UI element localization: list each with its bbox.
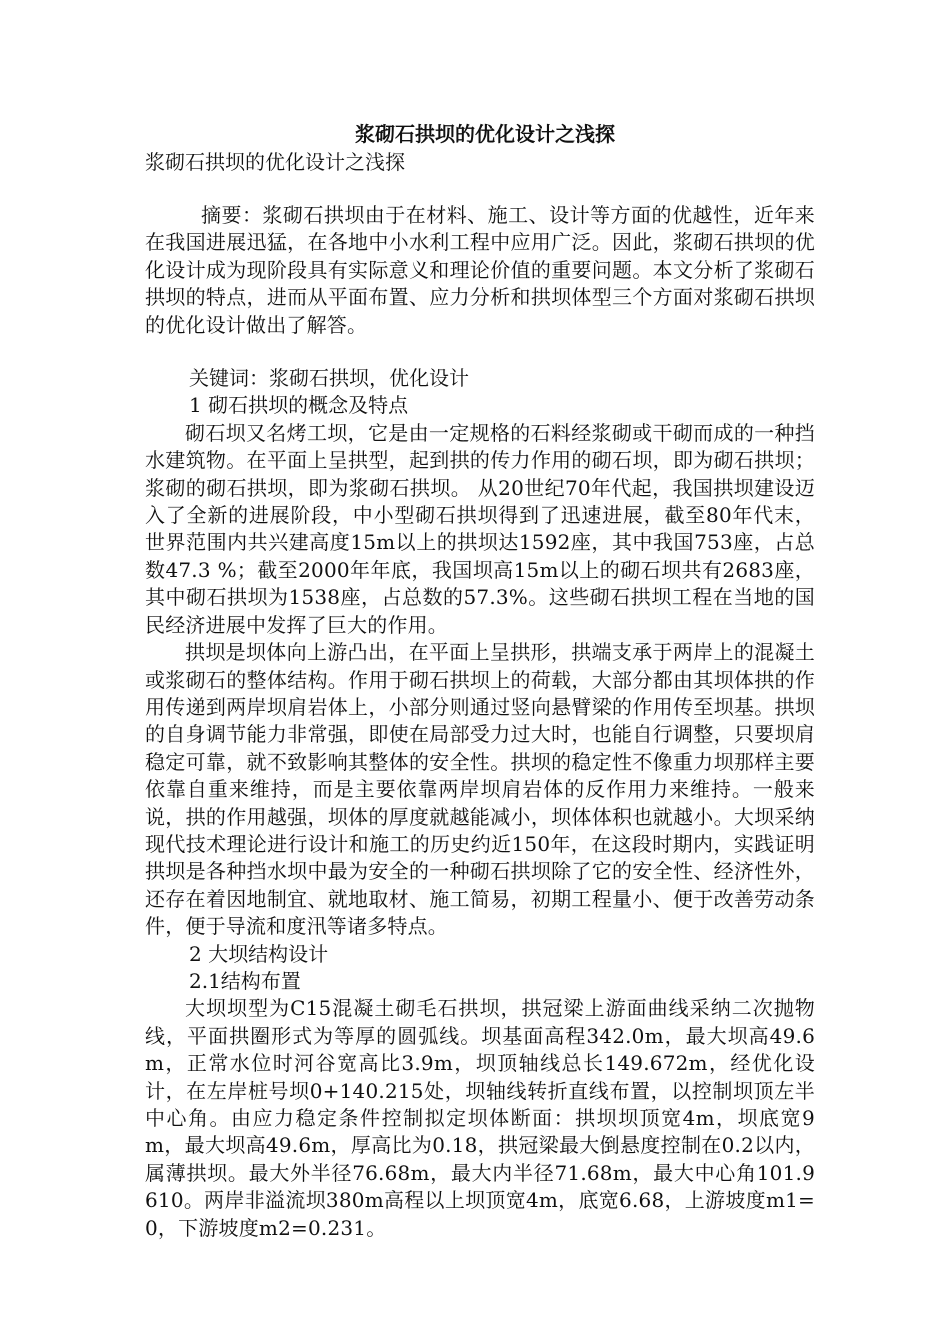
section-2-1-heading: 2.1结构布置 <box>189 968 301 993</box>
abstract-paragraph: 摘要：浆砌石拱坝由于在材料、施工、设计等方面的优越性，近年来在我国进展迅猛，在各地中小水利工程中应用广泛。因此，浆砌石拱坝的优化设计成为现阶段具有实际意义和理论价值的重要问题。本文分析了浆砌石拱坝的特点，进而从平面布置、应力分析和拱坝体型三个方面对浆砌石拱坝的优化设计做出了解答。 <box>145 203 815 337</box>
section-1-paragraph-1: 砌石坝又名烤工坝，它是由一定规格的石料经浆砌或干砌而成的一种挡水建筑物。在平面上呈拱型，起到拱的传力作用的砌石坝，即为砌石拱坝；浆砌的砌石拱坝，即为浆砌石拱坝。 从20世纪70年代起，我国拱坝建设迈入了全新的进展阶段，中小型砌石拱坝得到了迅速进展，截至80年代末，世界范围内共兴建高度15m以上的拱坝达1592座，其中我国753座，占总数47.3 %；截至2000年年底，我国坝高15m以上的砌石坝共有2683座，其中砌石拱坝为1538座，占总数的57.3%。这些砌石拱坝工程在当地的国民经济进展中发挥了巨大的作用。 <box>145 420 815 637</box>
blank-line <box>145 176 815 202</box>
section-1-paragraph-2: 拱坝是坝体向上游凸出，在平面上呈拱形，拱端支承于两岸上的混凝土或浆砌石的整体结构。作用于砌石拱坝上的荷载，大部分都由其坝体拱的作用传递到两岸坝肩岩体上，小部分则通过竖向悬臂梁的作用传至坝基。拱坝的自身调节能力非常强，即使在局部受力过大时，也能自行调整，只要坝肩稳定可靠，就不致影响其整体的安全性。拱坝的稳定性不像重力坝那样主要依靠自重来维持，而是主要依靠两岸坝肩岩体的反作用力来维持。一般来说，拱的作用越强，坝体的厚度就越能减小，坝体体积也就越小。大坝采纳现代技术理论进行设计和施工的历史约近150年，在这段时期内，实践证明拱坝是各种挡水坝中最为安全的一种砌石拱坝除了它的安全性、经济性外，还存在着因地制宜、就地取材、施工简易，初期工程量小、便于改善劳动条件，便于导流和度汛等诸多特点。 <box>145 640 815 939</box>
document-subtitle: 浆砌石拱坝的优化设计之浅探 <box>145 150 405 174</box>
section-2-1-paragraph-1: 大坝坝型为C15混凝土砌毛石拱坝，拱冠梁上游面曲线采纳二次抛物线，平面拱圈形式为等厚的圆弧线。坝基面高程342.0m，最大坝高49.6m，正常水位时河谷宽高比3.9m，坝顶轴线总长149.672m，经优化设计，在左岸桩号坝0+140.215处，坝轴线转折直线布置，以控制坝顶左半中心角。由应力稳定条件控制拟定坝体断面：拱坝坝顶宽4m，坝底宽9m，最大坝高49.6m，厚高比为0.18，拱冠梁最大倒悬度控制在0.2以内，属薄拱坝。最大外半径76.68m，最大内半径71.68m，最大中心角101.9610。两岸非溢流坝380m高程以上坝顶宽4m，底宽6.68，上游坡度m1=0，下游坡度m2=0.231。 <box>145 996 815 1240</box>
section-2-heading: 2 大坝结构设计 <box>189 941 329 966</box>
document-title: 浆砌石拱坝的优化设计之浅探 <box>355 122 615 146</box>
section-1-heading: 1 砌石拱坝的概念及特点 <box>189 393 409 418</box>
document-page <box>145 120 815 1242</box>
blank-line <box>145 339 815 365</box>
keywords-line: 关键词：浆砌石拱坝，优化设计 <box>189 366 469 391</box>
